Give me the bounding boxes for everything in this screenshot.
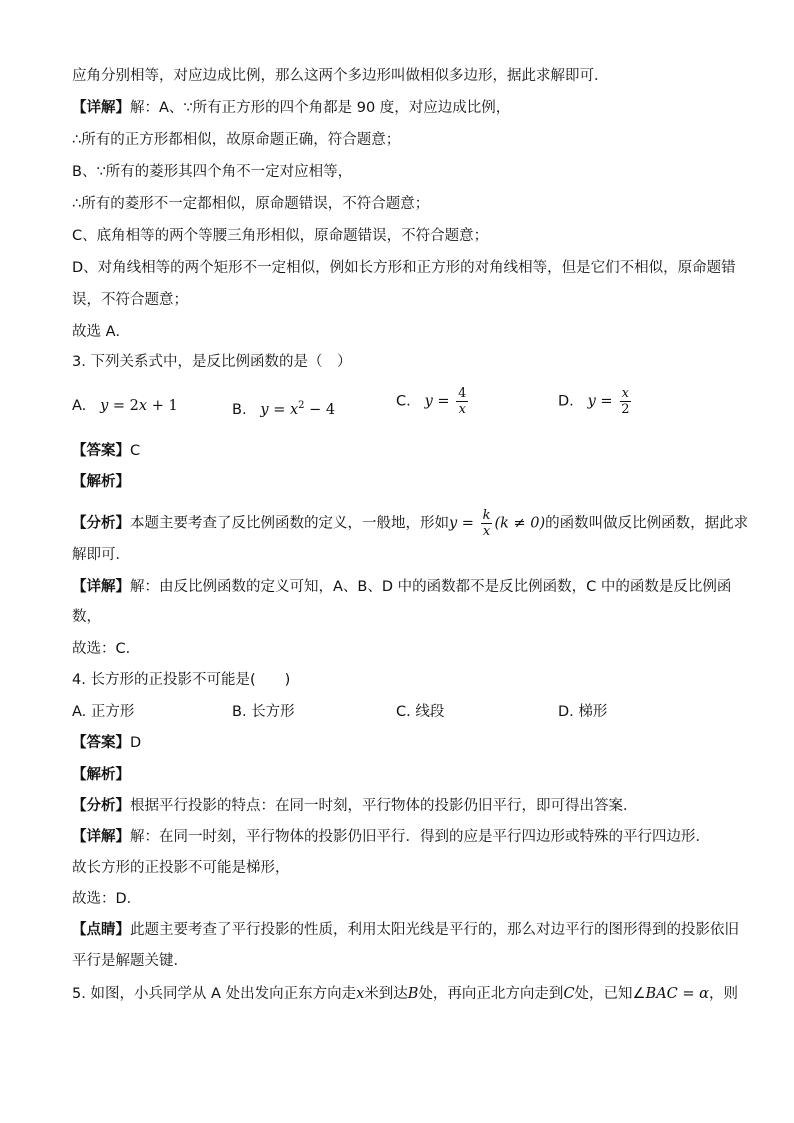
- text-line: 故长方形的正投影不可能是梯形，: [72, 860, 290, 876]
- q3-option-d: D. y = $\frac{x}{2}$: [558, 386, 630, 417]
- q4-conclusion: 故选：D．: [72, 891, 142, 907]
- text-line: 应角分别相等，对应边成比例，那么这两个多边形叫做相似多边形，据此求解即可．: [72, 68, 609, 84]
- detail-tag: 【详解】: [72, 100, 130, 116]
- question-3-stem: 3. 下列关系式中，是反比例函数的是（ ）: [72, 354, 352, 370]
- q4-xiangjie: 【详解】解：在同一时刻，平行物体的投影仍旧平行．得到的应是平行四边形或特殊的平行四边形．: [72, 829, 710, 845]
- q4-answer: 【答案】D: [72, 735, 142, 751]
- q4-dianjing: 【点睛】此题主要考查了平行投影的性质，利用太阳光线是平行的，那么对边平行的图形得到的投影依旧: [72, 922, 739, 938]
- q3-option-a: A. y = 2x + 1: [72, 398, 178, 414]
- q3-conclusion: 故选：C．: [72, 641, 141, 657]
- q4-option-d: D. 梯形: [558, 704, 608, 720]
- q4-option-c: C. 线段: [396, 704, 445, 720]
- q4-option-a: A. 正方形: [72, 704, 135, 720]
- text-line: 平行是解题关键．: [72, 953, 188, 969]
- text-line: ∴所有的菱形不一定都相似，原命题错误，不符合题意；: [72, 196, 430, 212]
- q4-option-b: B. 长方形: [232, 704, 295, 720]
- question-4-stem: 4. 长方形的正投影不可能是( ): [72, 672, 291, 688]
- text-line: 误，不符合题意；: [72, 292, 188, 308]
- q3-fenxi: 【分析】本题主要考查了反比例函数的定义，一般地，形如y = $\frac{k}{x}$ (k ≠ 0)的函数叫做反比例函数，据此求: [72, 508, 749, 539]
- q3-option-b: B. $y = x^2 - 4$: [232, 400, 336, 418]
- q3-option-c: C. y = $\frac{4}{x}$: [396, 386, 467, 417]
- q3-answer: 【答案】C: [72, 443, 141, 459]
- q4-fenxi: 【分析】根据平行投影的特点：在同一时刻，平行物体的投影仍旧平行，即可得出答案．: [72, 798, 638, 814]
- text-line: D、对角线相等的两个矩形不一定相似，例如长方形和正方形的对角线相等，但是它们不相似，原命题错: [72, 260, 736, 276]
- q3-xiangjie: 【详解】解：由反比例函数的定义可知，A、B、D 中的函数都不是反比例函数，C 中的函数是反比例函: [72, 579, 732, 595]
- q4-analysis-tag: 【解析】: [72, 767, 130, 783]
- text-line: 解即可．: [72, 547, 130, 563]
- q3-analysis-tag: 【解析】: [72, 474, 130, 490]
- text-line: ∴所有的正方形都相似，故原命题正确，符合题意；: [72, 132, 401, 148]
- text-line: 数，: [72, 609, 101, 625]
- text-line: 故选 A．: [72, 324, 131, 340]
- question-5-stem: 5. 如图，小兵同学从 A 处出发向正东方向走x米到达B处，再向正北方向走到C处，已知∠BAC = α，则: [72, 986, 738, 1002]
- text-line: B、∵所有的菱形其四个角不一定对应相等，: [72, 164, 353, 180]
- text-line: C、底角相等的两个等腰三角形相似，原命题错误，不符合题意；: [72, 228, 489, 244]
- text-line: 【详解】解：A、∵所有正方形的四个角都是 90 度，对应边成比例，: [72, 100, 511, 116]
